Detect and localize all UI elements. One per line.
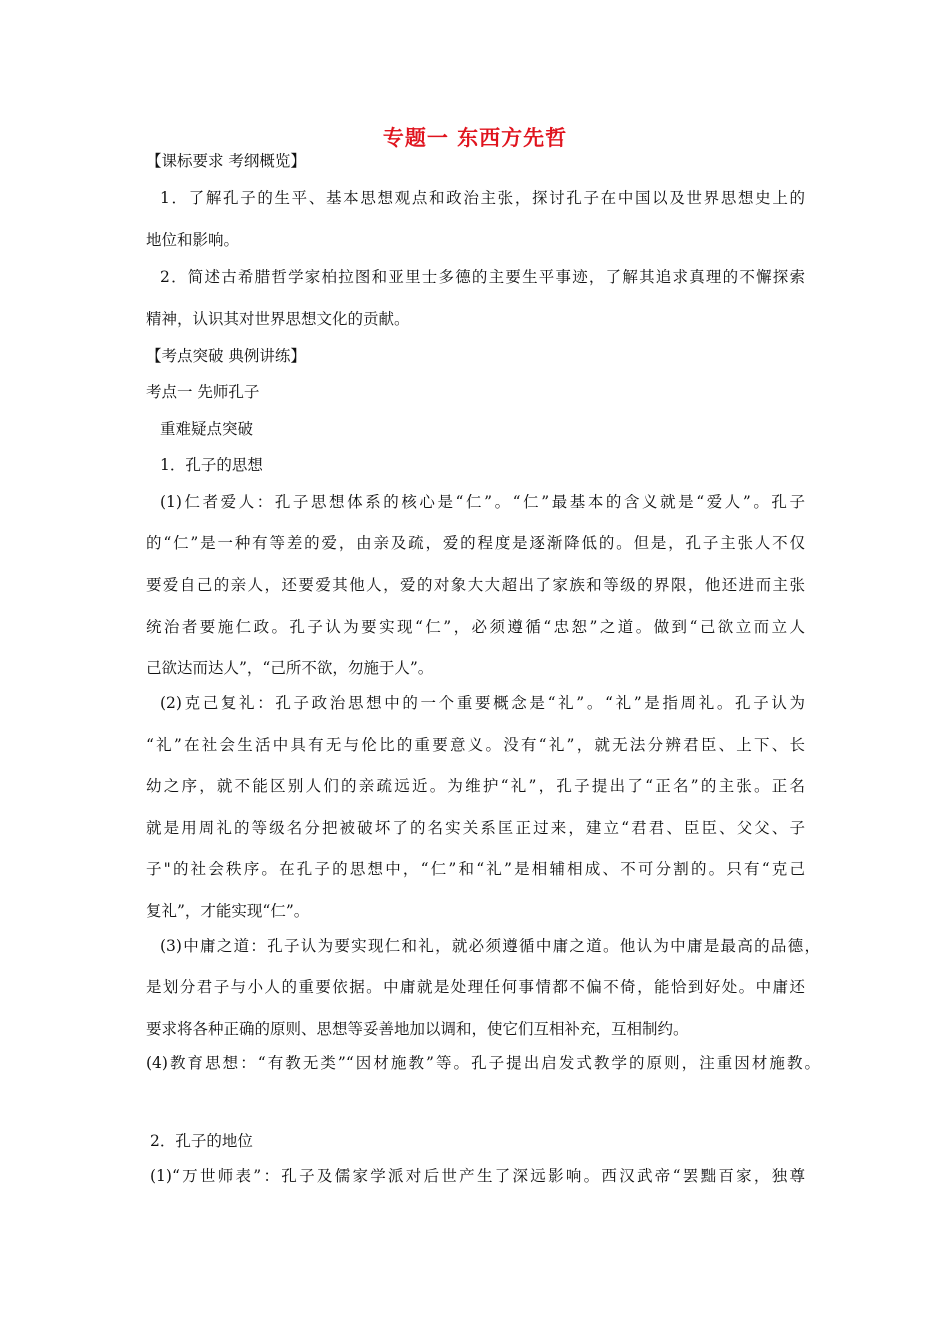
paragraph-ren-line-2: 的“仁”是一种有等差的爱，由亲及疏，爱的程度是逐渐降低的。但是，孔子主张人不仅 [146,534,805,552]
document-title: 专题一 东西方先哲 [382,126,568,150]
paragraph-li-line-2: “礼”在社会生活中具有无与伦比的重要意义。没有“礼”，就无法分辨君臣、上下、长 [146,736,805,754]
requirement-2-line-1: 2．简述古希腊哲学家柏拉图和亚里士多德的主要生平事迹，了解其追求真理的不懈探索 [160,268,805,286]
section-heading-key-points: 【考点突破 典例讲练】 [146,347,306,365]
paragraph-li-line-6: 复礼”，才能实现“仁”。 [146,902,310,920]
paragraph-education: (4)教育思想：“有教无类”“因材施教”等。孔子提出启发式教学的原则，注重因材施教。 [146,1054,820,1072]
paragraph-zhongyong-line-3: 要求将各种正确的原则、思想等妥善地加以调和，使它们互相补充，互相制约。 [146,1020,689,1038]
paragraph-ren-line-3: 要爱自己的亲人，还要爱其他人，爱的对象大大超出了家族和等级的界限，他还进而主张 [146,576,805,594]
difficulty-heading: 重难疑点突破 [160,420,254,438]
paragraph-li-line-5: 子"的社会秩序。在孔子的思想中，“仁”和“礼”是相辅相成、不可分割的。只有“克己 [146,860,805,878]
paragraph-ren-line-1: (1)仁者爱人：孔子思想体系的核心是“仁”。“仁”最基本的含义就是“爱人”。孔子 [160,493,805,511]
paragraph-li-line-1: (2)克己复礼：孔子政治思想中的一个重要概念是“礼”。“礼”是指周礼。孔子认为 [160,694,805,712]
paragraph-zhongyong-line-1: (3)中庸之道：孔子认为要实现仁和礼，就必须遵循中庸之道。他认为中庸是最高的品德， [160,937,820,955]
subheading-confucius-status: 2．孔子的地位 [150,1132,253,1150]
paragraph-li-line-3: 幼之序，就不能区别人们的亲疏远近。为维护“礼”，孔子提出了“正名”的主张。正名 [146,777,805,795]
requirement-1-line-1: 1．了解孔子的生平、基本思想观点和政治主张，探讨孔子在中国以及世界思想史上的 [160,189,805,207]
paragraph-ren-line-5: 己欲达而达人”，“己所不欲，勿施于人”。 [146,659,434,677]
paragraph-status-line-1: (1)“万世师表”：孔子及儒家学派对后世产生了深远影响。西汉武帝“罢黜百家，独尊 [150,1167,805,1185]
paragraph-li-line-4: 就是用周礼的等级名分把被破坏了的名实关系匡正过来，建立“君君、臣臣、父父、子 [146,819,805,837]
key-point-1-heading: 考点一 先师孔子 [146,383,260,401]
paragraph-zhongyong-line-2: 是划分君子与小人的重要依据。中庸就是处理任何事情都不偏不倚，能恰到好处。中庸还 [146,978,805,996]
requirement-2-line-2: 精神，认识其对世界思想文化的贡献。 [146,310,410,328]
section-heading-curriculum: 【课标要求 考纲概览】 [146,152,306,170]
paragraph-ren-line-4: 统治者要施仁政。孔子认为要实现“仁”，必须遵循“忠恕”之道。做到“己欲立而立人 [146,618,805,636]
requirement-1-line-2: 地位和影响。 [146,231,240,249]
subheading-confucius-thought: 1．孔子的思想 [160,456,263,474]
